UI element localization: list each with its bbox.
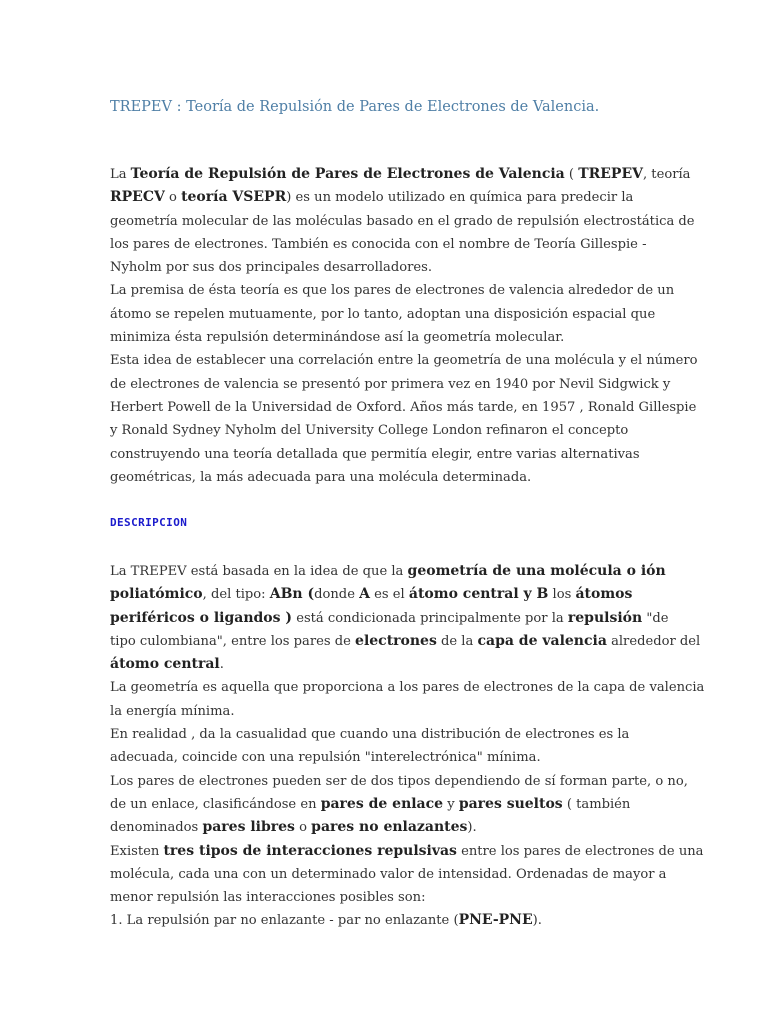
text-line: adecuada, coincide con una repulsión "interelectrónica" mínima. <box>110 750 541 766</box>
text-line: periféricos o ligandos ) está condicionada principalmente por la repulsión "de <box>110 609 669 626</box>
text-line: Nyholm por sus dos principales desarrolladores. <box>110 260 432 276</box>
text-line: RPECV o teoría VSEPR) es un modelo utilizado en química para predecir la <box>110 189 634 206</box>
text-line: geométricas, la más adecuada para una molécula determinada. <box>110 469 532 485</box>
text-line: En realidad , da la casualidad que cuando una distribución de electrones es la <box>110 727 630 743</box>
text-line: Existen tres tipos de interacciones repulsivas entre los pares de electrones de una <box>110 842 704 859</box>
text-line: poliatómico, del tipo: ABn (donde A es el átomo central y B los átomos <box>110 586 633 603</box>
text-line: Herbert Powell de la Universidad de Oxford. Años más tarde, en 1957 , Ronald Gillespie <box>110 399 697 415</box>
text-line: geometría molecular de las moléculas basado en el grado de repulsión electrostática de <box>110 213 695 229</box>
text-line: denominados pares libres o pares no enlazantes). <box>110 819 477 836</box>
text-line: La geometría es aquella que proporciona a los pares de electrones de la capa de valencia <box>110 680 705 696</box>
text-line: menor repulsión las interacciones posibles son: <box>110 890 426 906</box>
text-line: de un enlace, clasificándose en pares de enlace y pares sueltos ( también <box>110 795 631 812</box>
description-paragraph <box>110 560 705 933</box>
intro-paragraph <box>110 163 698 489</box>
text-line: La premisa de ésta teoría es que los pares de electrones de valencia alrededor de un <box>110 283 675 299</box>
text-line: Esta idea de establecer una correlación entre la geometría de una molécula y el número <box>110 353 698 369</box>
text-line: 1. La repulsión par no enlazante - par no enlazante (PNE-PNE). <box>110 912 542 929</box>
text-line: Los pares de electrones pueden ser de dos tipos dependiendo de sí forman parte, o no, <box>110 773 688 789</box>
text-line: minimiza ésta repulsión determinándose así la geometría molecular. <box>110 330 565 346</box>
text-line: construyendo una teoría detallada que permitía elegir, entre varias alternativas <box>110 446 640 462</box>
section-heading: DESCRIPCION <box>110 516 188 529</box>
text-line: La TREPEV está basada en la idea de que la geometría de una molécula o ión <box>110 563 666 579</box>
text-line: La Teoría de Repulsión de Pares de Electrones de Valencia ( TREPEV, teoría <box>110 166 691 182</box>
text-line: y Ronald Sydney Nyholm del University College London refinaron el concepto <box>110 423 629 439</box>
text-line: la energía mínima. <box>110 703 235 719</box>
text-line: de electrones de valencia se presentó por primera vez en 1940 por Nevil Sidgwick y <box>110 376 671 392</box>
text-line: tipo culombiana", entre los pares de electrones de la capa de valencia alrededor del <box>110 632 701 649</box>
text-line: los pares de electrones. También es conocida con el nombre de Teoría Gillespie - <box>110 236 647 252</box>
text-line: molécula, cada una con un determinado valor de intensidad. Ordenadas de mayor a <box>110 866 667 882</box>
page-title: TREPEV : Teoría de Repulsión de Pares de Electrones de Valencia. <box>110 99 600 115</box>
text-line: átomo se repelen mutuamente, por lo tanto, adoptan una disposición espacial que <box>110 306 656 322</box>
text-line: átomo central. <box>110 656 224 673</box>
